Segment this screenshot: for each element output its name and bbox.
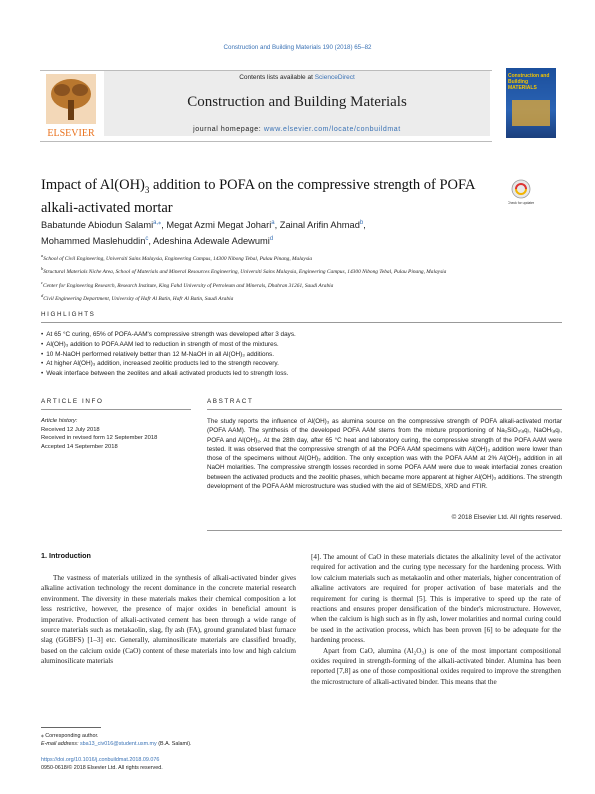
author-3[interactable]: Zainal Arifin Ahmad$^b$	[279, 220, 364, 231]
abstract-bottom-rule	[207, 530, 562, 531]
journal-reference[interactable]: Construction and Building Materials 190 (2018) 65–82	[223, 44, 372, 51]
contents-prefix: Contents lists available at	[239, 74, 315, 81]
footnote	[41, 732, 296, 748]
history-label: Article history:	[41, 418, 78, 424]
issn-line: 0950-0618/© 2018 Elsevier Ltd. All rights reserved.	[41, 765, 163, 772]
author-5[interactable]: Adeshina Adewale Adewumi$^d$	[153, 236, 274, 247]
article-info-rule	[41, 409, 191, 410]
author-1[interactable]: Babatunde Abiodun Salami$^{a,⁎}$	[41, 220, 162, 231]
affiliations	[41, 251, 556, 304]
sciencedirect-link[interactable]: ScienceDirect	[314, 74, 355, 81]
homepage-prefix: journal homepage:	[193, 126, 264, 133]
author-4[interactable]: Mohammed Maslehuddin$^c$	[41, 236, 149, 247]
elsevier-wordmark: ELSEVIER	[47, 128, 95, 139]
highlight-item: • Weak interface between the zeolites and alkali activated products led to strength loss.	[41, 369, 556, 379]
contents-line	[104, 74, 490, 81]
affiliation-d: $^d$Civil Engineering Department, University of Hafr Al Batin, Hafr Al Batin, Saudi Arabia	[41, 292, 234, 302]
title-part-3: alkali-activated mortar	[41, 199, 173, 216]
journal-title[interactable]: Construction and Building Materials	[187, 94, 407, 110]
title-part-1: Impact of Al(OH)	[41, 177, 145, 193]
highlights-rule	[41, 322, 562, 323]
author-list: Babatunde Abiodun Salami$^{a,⁎}$, Megat Azmi Megat Johari$^a$, Zainal Arifin Ahmad$^b$, Mohammed Maslehuddin$^c$, Adeshina Adewale Adewumi$^d$	[41, 220, 366, 247]
highlight-item: • Al(OH)₃ addition to POFA AAM led to reduction in strength of most of the mixtures.	[41, 340, 556, 350]
highlights-heading: HIGHLIGHTS	[41, 311, 96, 318]
doi-link[interactable]: https://doi.org/10.1016/j.conbuildmat.2018.09.076	[41, 757, 160, 763]
check-updates-label: Check for updates	[508, 201, 534, 205]
affiliation-a: $^a$School of Civil Engineering, Universiti Sains Malaysia, Engineering Campus, 14300 Nibong Tebal, Pulau Pinang, Malaysia	[41, 253, 313, 262]
intro-paragraph: [4]. The amount of CaO in these materials dictates the alkalinity level of the activator required for activation and the curing type necessary for the hardening process. With low calcium materials such as metakaolin and other materials, higher concentration of alkaline activators are required for proper activation of base materials and the requirement for curing is thermal [5]. This is imperative to speed up the rate of reactions and ensures proper densification of the binder's microstructure. However, when the calcium is high such as in fly ash, lower molarities and normal curing could be used in the activation process, which has been proven [6] to be adequate for the hardening process.	[311, 553, 561, 645]
homepage-link[interactable]: www.elsevier.com/locate/conbuildmat	[263, 126, 401, 133]
intro-paragraph: Apart from CaO, alumina (Al₂O₃) is one of the most important compositional oxides required in strength-forming of the alkali-activated binder. Alumina has been reported [7,8] as one of those compositional oxides required to improve the strengthen the microstructure of alkali-activated binder. This means that the	[311, 646, 561, 686]
title-subscript: 3	[144, 184, 150, 195]
highlight-item: • At 65 °C curing, 65% of POFA-AAM's compressive strength was developed after 3 days.	[41, 330, 556, 340]
article-history	[41, 417, 191, 451]
elsevier-tree-icon	[40, 70, 102, 140]
abstract-heading: ABSTRACT	[207, 398, 254, 405]
abstract-copyright: © 2018 Elsevier Ltd. All rights reserved.	[451, 514, 562, 521]
email-link[interactable]: sba13_civ016@student.usm.my	[79, 741, 157, 748]
cover-title: Construction and Building MATERIALS	[508, 73, 550, 91]
introduction-heading: 1. Introduction	[41, 551, 91, 560]
affiliation-c: $^c$Center for Engineering Research, Research Institute, King Fahd University of Petroleum and Minerals, Dhahran 31261, Saudi Arabia	[41, 279, 334, 289]
elsevier-logo[interactable]	[40, 70, 102, 140]
author-2[interactable]: Megat Azmi Megat Johari$^a$	[166, 220, 275, 231]
title-part-2: addition to POFA on the compressive strength of POFA	[149, 177, 476, 193]
doi-block	[41, 756, 341, 772]
footnote-rule	[41, 727, 101, 728]
article-title	[41, 176, 501, 217]
abstract-text: The study reports the influence of Al(OH)₃ as alumina source on the compressive strength of POFA alkali-activated mortar (POFA AAM). The synthesis of the developed POFA AAM stems from the mixture proportioning of Na₂SiO₃₍ₐq₎, NaOH₍ₐq₎, POFA and Al(OH)₃. At the 28th day, after 65 °C heat and laboratory curing, the compressive strength of the POFA AAM were tested. It was observed that the compressive strength of all the POFA AAM specimens with Al(OH)₃ addition were lower than those of the specimens without Al(OH)₃ addition. The only exception was with the POFA AAM at 2% Al(OH)₃ addition in all NaOH molarities. The compressive strength losses recorded in some POFA AAM were due to weak interfacial zones creation between the activated products and the zeolitic phases, which became more apparent at higher Al(OH)₃ additions. The strength development of the POFA AAM microstructure was studied with the aid of SEM/EDS, XRD and FTIR.	[207, 418, 562, 491]
abstract-rule	[207, 409, 562, 410]
corresponding-author-note: ⁎ Corresponding author.	[41, 733, 99, 739]
highlight-item: • At higher Al(OH)₃ addition, increased zeolitic products led to the strength recovery.	[41, 359, 556, 369]
email-line: E-mail address: sba13_civ016@student.usm.my (B.A. Salami).	[41, 741, 192, 748]
accepted-date: Accepted 14 September 2018	[41, 443, 118, 450]
check-updates-icon	[508, 178, 534, 208]
article-info-heading: ARTICLE INFO	[41, 398, 104, 405]
highlight-item: • 10 M-NaOH performed relatively better than 12 M-NaOH in all Al(OH)₃ additions.	[41, 350, 556, 360]
intro-column-1	[41, 573, 296, 667]
received-date: Received 12 July 2018	[41, 426, 100, 433]
check-for-updates-button[interactable]	[508, 178, 534, 208]
intro-paragraph: The vastness of materials utilized in the synthesis of alkali-activated binder gives alkaline activation technology the recent dominance in the concrete material research environment. The diversity in these materials makes their chemical composition a lot less restrictive, however, the presence of major oxides in beneficial amount is imperative. Production of alkali-activated cement has been through a wide range of source materials such as metakaolin, slag, fly ash (FA), ground granulated blast furnace slag (GGBFS) [1–3] etc. Generally, aluminosilicate materials are classified broadly, based on the calcium oxide (CaO) content of these materials into low and high calcium aluminosilicate materials	[41, 574, 296, 666]
intro-column-2	[311, 552, 561, 687]
affiliation-b: $^b$Structural Materials Niche Area, School of Materials and Mineral Resources Engineering, Universiti Sains Malaysia, Engineering Campus, 14300 Nibong Tebal, Pulau Pinang, Malaysia	[41, 266, 447, 276]
revised-date: Received in revised form 12 September 2018	[41, 435, 158, 441]
journal-homepage	[104, 126, 490, 133]
cover-image	[512, 100, 550, 126]
highlights-list	[41, 330, 556, 379]
